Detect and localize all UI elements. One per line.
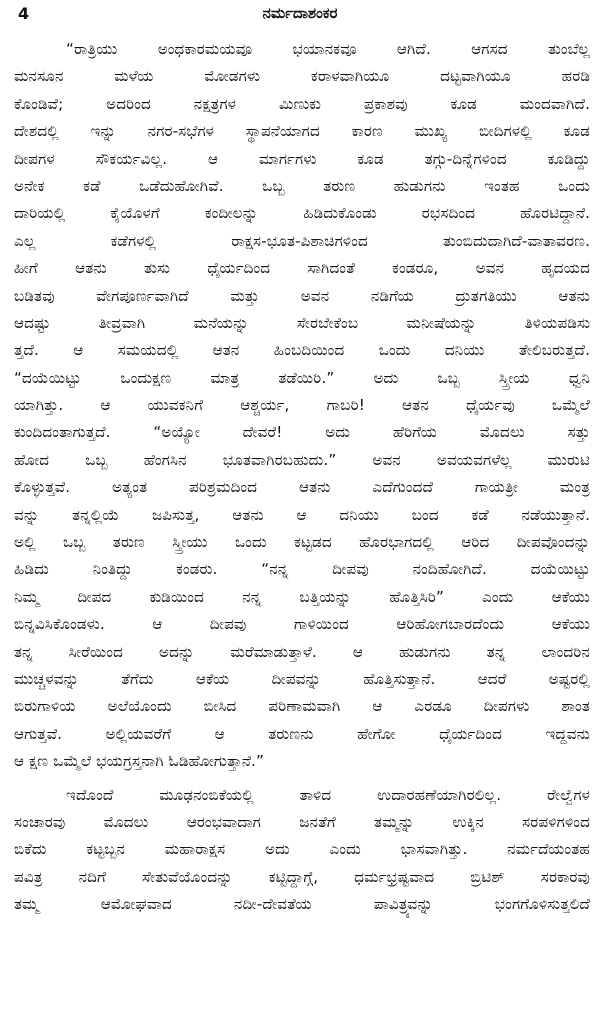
paragraph — [14, 36, 590, 776]
text-line: ದೇಶದಲ್ಲಿ ಇನ್ನು ನಗರ-ಸಭೆಗಳ ಸ್ಥಾಪನೆಯಾಗದ ಕಾರಣ ಮುಖ್ಯ ಬೀದಿಗಳಲ್ಲಿ ಕೂಡ — [14, 122, 590, 141]
text-line: ಎಲ್ಲ ಕಡೆಗಳಲ್ಲಿ ರಾಕ್ಷಸ-ಭೂತ-ಪಿಶಾಚಿಗಳಿಂದ ತುಂಬಿದುದಾಗಿದೆ-ವಾತಾವರಣ. — [14, 231, 590, 250]
text-line: ಬಿರುಗಾಳಿಯ ಅಲೆಯೊಂದು ಬೀಸಿದ ಪರಿಣಾಮವಾಗಿ ಆ ಎರಡೂ ದೀಪಗಳು ಶಾಂತ — [14, 697, 590, 716]
running-title: ನರ್ಮದಾಶಂಕರ — [262, 4, 338, 22]
text-line: ಬಿನ್ನವಿಸಿಕೊಂಡಳು. ಆ ದೀಪವು ಗಾಳಿಯಿಂದ ಆರಿಹೋಗಬಾರದೆಂದು ಆಕೆಯು — [14, 615, 590, 634]
text-line: ಸಂಚಾರವು ಮೊದಲು ಆರಂಭವಾದಾಗ ಜನತೆಗೆ ತಮ್ಮನ್ನು ಉಕ್ಕಿನ ಸರಪಳಿಗಳಿಂದ — [14, 812, 590, 831]
text-line: ಯಾಗಿತ್ತು. ಆ ಯುವಕನಿಗೆ ಆಶ್ಚರ್ಯ, ಗಾಬರಿ! ಆತನ ಧೈರ್ಯವು ಒಮ್ಮೆಲೆ — [14, 396, 590, 415]
text-line: ಆಗುತ್ತವೆ. ಅಲ್ಲಿಯವರೆಗೆ ಆ ತರುಣನು ಹೇಗೋ ಧೈರ್ಯದಿಂದ ಇದ್ದವನು — [14, 724, 590, 743]
text-line: ನಿಮ್ಮ ದೀಪದ ಕುಡಿಯಿಂದ ನನ್ನ ಬತ್ತಿಯನ್ನು ಹೊತ್ತಿಸಿರಿ” ಎಂದು ಆಕೆಯು — [14, 587, 590, 606]
text-line: ಹೋದ ಒಬ್ಬ ಹೆಂಗಸಿನ ಭೂತವಾಗಿರಬಹುದು.” ಅವನ ಅವಯವಗಳೆಲ್ಲ ಮುರುಟಿ — [14, 450, 590, 469]
text-line: ತ್ತದೆ. ಆ ಸಮಯದಲ್ಲಿ ಆತನ ಹಿಂಬದಿಯಿಂದ ಒಂದು ದನಿಯು ತೇಲಿಬರುತ್ತದೆ. — [14, 341, 590, 360]
text-line: ಕುಂದಿದಂತಾಗುತ್ತದೆ. “ಅಯ್ಯೋ ದೇವರೆ! ಅದು ಹೆರಿಗೆಯ ಮೊದಲು ಸತ್ತು — [14, 423, 590, 442]
page-header — [0, 0, 600, 30]
text-line: “ರಾತ್ರಿಯು ಅಂಧಕಾರಮಯವೂ ಭಯಾನಕವೂ ಆಗಿದೆ. ಆಗಸದ ತುಂಬೆಲ್ಲ — [66, 40, 590, 58]
text-line: ಹಿಡಿದು ನಿಂತಿದ್ದು ಕಂಡರು. “ನನ್ನ ದೀಪವು ನಂದಿಹೋಗಿದೆ. ದಯೆಯಿಟ್ಟು — [14, 560, 590, 579]
text-line: ಇದೊಂದೆ ಮೂಢನಂಬಿಕೆಯಲ್ಲಿ ತಾಳಿದ ಉದಾರಹಣೆಯಾಗಿರಲಿಲ್ಲ. ರೇಲ್ವೆಗಳ — [66, 785, 590, 804]
text-line: ಅಲ್ಲಿ ಒಬ್ಬ ತರುಣ ಸ್ತ್ರೀಯು ಒಂದು ಕಟ್ಟಡದ ಹೊರಭಾಗದಲ್ಲಿ ಆರಿದ ದೀಪವೊಂದನ್ನು — [14, 533, 590, 552]
text-line: ದೀಪಗಳ ಸೌಕರ್ಯವಿಲ್ಲ. ಆ ಮಾರ್ಗಗಳು ಕೂಡ ತಗ್ಗು-ದಿನ್ನೆಗಳಿಂದ ಕೂಡಿದ್ದು — [14, 149, 590, 168]
text-line: ಮನಸೂನ ಮಳೆಯ ಮೋಡಗಳು ಕರಾಳವಾಗಿಯೂ ದಟ್ಟವಾಗಿಯೂ ಹರಡಿ — [14, 67, 590, 86]
text-line: ಆದಷ್ಟು ತೀವ್ರವಾಗಿ ಮನೆಯನ್ನು ಸೇರಬೇಕೆಂಬ ಮನೀಷೆಯನ್ನು ತಿಳಿಯಪಡಿಸು — [14, 313, 590, 332]
text-line: ಪವಿತ್ರ ನದಿಗೆ ಸೇತುವೆಯೊಂದನ್ನು ಕಟ್ಟಿದ್ದಾಗ್ಗೆ, ಧರ್ಮಭ್ರಷ್ಟವಾದ ಬ್ರಿಟಿಶ್ ಸರಕಾರವು — [14, 867, 590, 886]
text-line: ಕೊಳ್ಳುತ್ತವೆ. ಅತ್ಯಂತ ಪರಿಶ್ರಮದಿಂದ ಆತನು ಎದೆಗುಂದದೆ ಗಾಯತ್ರೀ ಮಂತ್ರ — [14, 478, 590, 497]
text-line: ತಮ್ಮ ಆಮೋಘವಾದ ನದೀ-ದೇವತೆಯ ಪಾವಿತ್ರ್ಯವನ್ನು ಭಂಗಗೊಳಿಸುತ್ತಲಿದೆ — [14, 895, 590, 914]
body-text — [14, 36, 590, 919]
text-line: ಬಡಿತವು ವೇಗಪೂರ್ಣವಾಗಿದೆ ಮತ್ತು ಅವನ ನಡಿಗೆಯ ದ್ರುತಗತಿಯು ಆತನು — [14, 286, 590, 305]
text-line: “ದಯೆಯಿಟ್ಟು ಒಂದುಕ್ಷಣ ಮಾತ್ರ ತಡೆಯಿರಿ.” ಅದು ಒಬ್ಬ ಸ್ತ್ರೀಯ ಧ್ವನಿ — [14, 368, 590, 387]
page-number: 4 — [18, 4, 30, 23]
text-line: ಕೊಂಡಿವೆ; ಅದರಿಂದ ನಕ್ಷತ್ರಗಳ ಮಿಣುಕು ಪ್ರಕಾಶವು ಕೂಡ ಮಂದವಾಗಿದೆ. — [14, 94, 590, 113]
text-line: ವನ್ನು ತನ್ನಲ್ಲಿಯೆ ಜಪಿಸುತ್ತ, ಆತನು ಆ ದನಿಯು ಬಂದ ಕಡೆ ನಡೆಯುತ್ತಾನೆ. — [14, 505, 590, 524]
text-line: ಅನೇಕ ಕಡೆ ಒಡೆದುಹೋಗಿವೆ. ಒಬ್ಬ ತರುಣ ಹುಡುಗನು ಇಂತಹ ಒಂದು — [14, 176, 590, 195]
paragraph — [14, 782, 590, 919]
text-line: ಆ ಕ್ಷಣ ಒಮ್ಮೆಲೆ ಭಯಗ್ರಸ್ತನಾಗಿ ಓಡಿಹೋಗುತ್ತಾನೆ.” — [14, 752, 264, 771]
text-line: ತನ್ನ ಸೀರೆಯಿಂದ ಅದನ್ನು ಮರೆಮಾಡುತ್ತಾಳೆ. ಆ ಹುಡುಗನು ತನ್ನ ಲಾಂದರಿನ — [14, 642, 590, 661]
text-line: ದಾರಿಯಲ್ಲಿ ಕೈಯೊಳಗೆ ಕಂದೀಲನ್ನು ಹಿಡಿದುಕೊಂಡು ರಭಸದಿಂದ ಹೊರಟಿದ್ದಾನೆ. — [14, 204, 590, 223]
text-line: ಮುಚ್ಚಳವನ್ನು ತೆಗೆದು ಆಕೆಯ ದೀಪವನ್ನು ಹೊತ್ತಿಸುತ್ತಾನೆ. ಆದರೆ ಅಷ್ಟರಲ್ಲಿ — [14, 669, 590, 688]
text-line: ಹೀಗೆ ಆತನು ತುಸು ಧೈರ್ಯದಿಂದ ಸಾಗಿದಂತೆ ಕಂಡರೂ, ಅವನ ಹೃದಯದ — [14, 259, 590, 278]
text-line: ಬಿಕೆದು ಕಟ್ಟಬ್ಬನ ಮಹಾರಾಕ್ಷಸ ಅದು ಎಂದು ಭಾಸವಾಗಿತ್ತು. ನರ್ಮದೆಯಂತಹ — [14, 840, 590, 859]
